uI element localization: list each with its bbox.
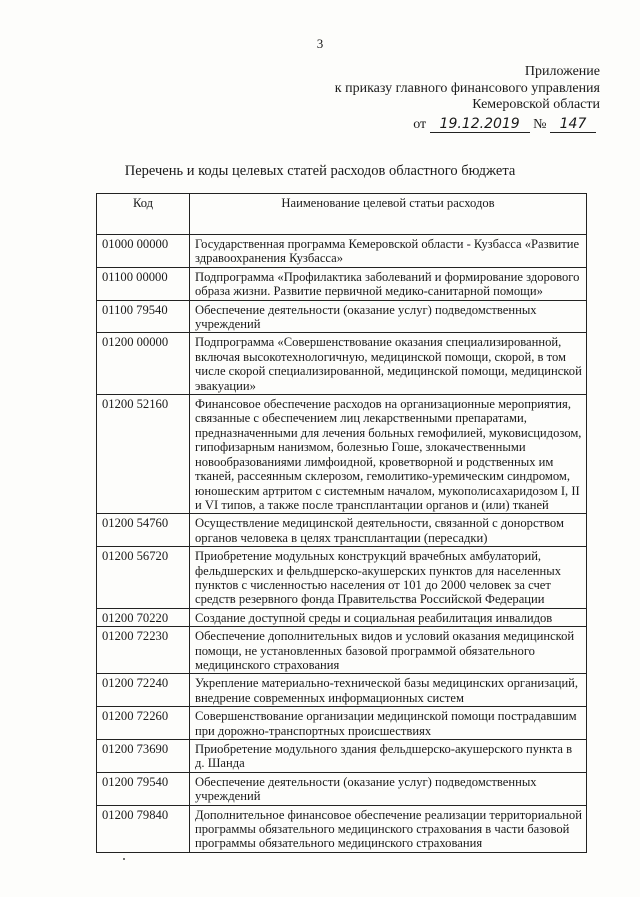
row-code: 01200 00000 <box>97 333 190 395</box>
table-row <box>97 514 587 547</box>
row-name: Государственная программа Кемеровской области - Кузбасса «Развитие здравоохранения Кузбасса» <box>190 235 587 268</box>
table-row <box>97 608 587 626</box>
table-row <box>97 267 587 300</box>
row-name: Осуществление медицинской деятельности, связанной с донорством органов человека в целях трансплантации (пересадки) <box>190 514 587 547</box>
table-row <box>97 740 587 773</box>
appendix-header <box>335 64 600 114</box>
table-row <box>97 674 587 707</box>
table-row <box>97 707 587 740</box>
row-name: Приобретение модульных конструкций врачебных амбулаторий, фельдшерских и фельдшерско-акушерских пунктов для населенных пунктов с численностью населения от 101 до 2000 человек за счет средств резервного фонда Правительства Российской Федерации <box>190 547 587 609</box>
handwritten-date: 19.12.2019 <box>430 117 530 133</box>
row-code: 01200 52160 <box>97 395 190 514</box>
table-row <box>97 547 587 609</box>
column-header-code: Код <box>97 194 190 235</box>
row-code: 01200 79840 <box>97 805 190 852</box>
row-code: 01000 00000 <box>97 235 190 268</box>
row-name: Совершенствование организации медицинской помощи пострадавшим при дорожно-транспортных происшествиях <box>190 707 587 740</box>
table-header-row <box>97 194 587 235</box>
row-name: Приобретение модульного здания фельдшерско-акушерского пункта в д. Шанда <box>190 740 587 773</box>
column-header-name: Наименование целевой статьи расходов <box>190 194 587 235</box>
row-name: Обеспечение деятельности (оказание услуг) подведомственных учреждений <box>190 300 587 333</box>
table-row <box>97 235 587 268</box>
row-code: 01200 73690 <box>97 740 190 773</box>
document-title: Перечень и коды целевых статей расходов областного бюджета <box>124 163 516 179</box>
appendix-title: Приложение <box>524 64 600 79</box>
appendix-order-ref: к приказу главного финансового управления <box>334 80 600 96</box>
row-name: Укрепление материально-технической базы медицинских организаций, внедрение современных информационных систем <box>190 674 587 707</box>
row-code: 01200 54760 <box>97 514 190 547</box>
row-code: 01200 72240 <box>97 674 190 707</box>
row-name: Обеспечение дополнительных видов и условий оказания медицинской помощи, не установленных базовой программой обязательного медицинского страхования <box>190 627 587 674</box>
row-name: Финансовое обеспечение расходов на организационные мероприятия, связанные с обеспечением лиц лекарственными препаратами, предназначенными для лечения больных гемофилией, муковисцидозом, гипофизарным нанизмом, болезнью Гоше, злокачественными новообразованиями лимфоидной, кроветворной и родственных им тканей, рассеянным склерозом, гемолитико-уремическим синдромом, юношеским артритом с системным началом, мукополисахаридозом I, II и VI типов, а также после трансплантации органов и (или) тканей <box>190 395 587 514</box>
row-name: Создание доступной среды и социальная реабилитация инвалидов <box>190 608 587 626</box>
row-code: 01100 00000 <box>97 267 190 300</box>
number-prefix: № <box>533 117 547 132</box>
budget-codes-table <box>96 193 587 853</box>
row-code: 01200 70220 <box>97 608 190 626</box>
row-code: 01200 72230 <box>97 627 190 674</box>
table-row <box>97 333 587 395</box>
row-name: Обеспечение деятельности (оказание услуг) подведомственных учреждений <box>190 772 587 805</box>
scan-speck <box>123 858 125 860</box>
row-name: Подпрограмма «Совершенствование оказания специализированной, включая высокотехнологичную, медицинской помощи, скорой, в том числе скорой специализированной, медицинской помощи, медицинской эвакуации» <box>190 333 587 395</box>
table-row <box>97 627 587 674</box>
date-prefix: от <box>413 117 427 132</box>
row-code: 01200 56720 <box>97 547 190 609</box>
page-number: 3 <box>316 36 324 51</box>
table-row <box>97 772 587 805</box>
row-code: 01200 72260 <box>97 707 190 740</box>
row-name: Подпрограмма «Профилактика заболеваний и формирование здорового образа жизни. Развитие первичной медико-санитарной помощи» <box>190 267 587 300</box>
table-row <box>97 805 587 852</box>
handwritten-number: 147 <box>550 117 596 133</box>
row-code: 01100 79540 <box>97 300 190 333</box>
appendix-region: Кемеровской области <box>472 97 600 112</box>
table-row <box>97 300 587 333</box>
row-name: Дополнительное финансовое обеспечение реализации территориальной программы обязательного медицинского страхования в части базовой программы обязательного медицинского страхования <box>190 805 587 852</box>
row-code: 01200 79540 <box>97 772 190 805</box>
order-date-number-line <box>413 117 596 133</box>
table-row <box>97 395 587 514</box>
